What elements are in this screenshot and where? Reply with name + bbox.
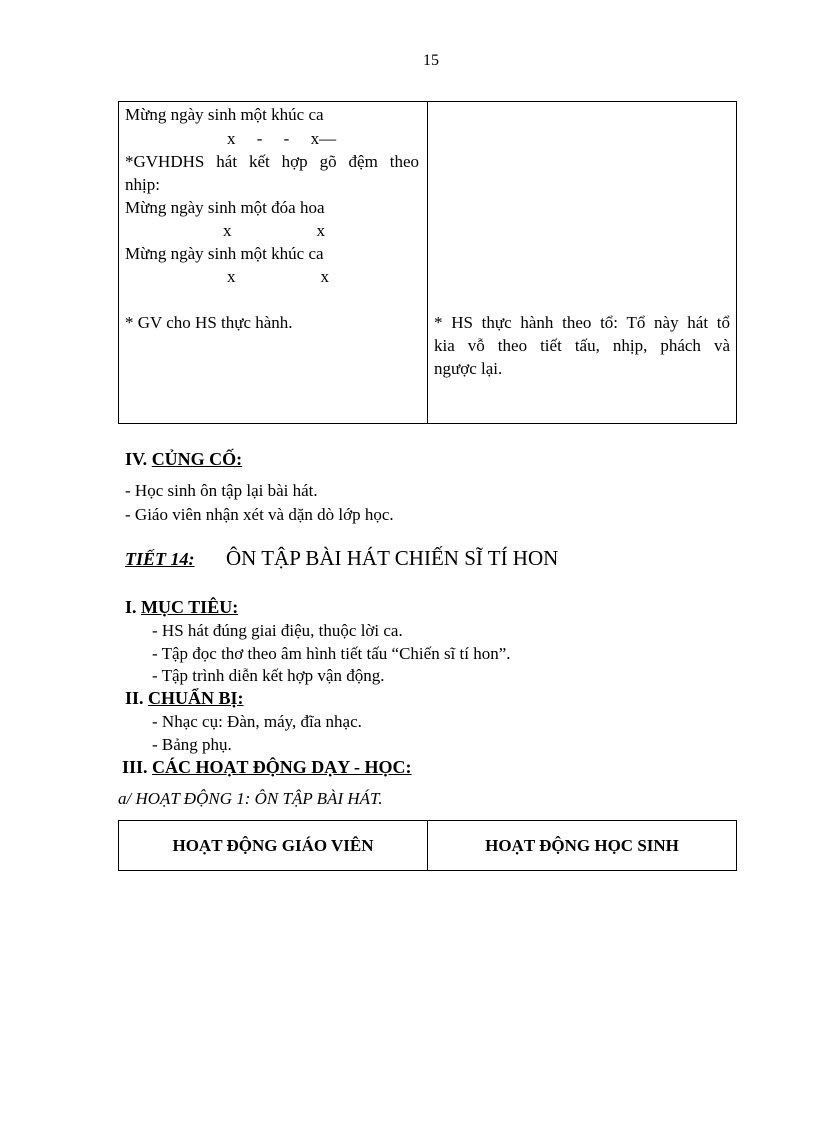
lyric-line: Mừng ngày sinh một khúc ca	[125, 105, 324, 124]
list-item: - HS hát đúng giai điệu, thuộc lời ca.	[152, 621, 403, 640]
section-i-heading	[125, 597, 238, 618]
list-item: - Giáo viên nhận xét và dặn dò lớp học.	[125, 505, 394, 524]
student-line: * HS thực hành theo tổ: Tổ này hát tổ	[434, 313, 730, 332]
instruction-line: * GV cho HS thực hành.	[125, 313, 293, 332]
section-title: CỦNG CỐ:	[151, 449, 243, 469]
teacher-activity-header: HOẠT ĐỘNG GIÁO VIÊN	[119, 821, 428, 871]
student-line: ngược lại.	[434, 359, 503, 378]
list-item: - Học sinh ôn tập lại bài hát.	[125, 481, 318, 500]
section-title: CÁC HOẠT ĐỘNG DẠY - HỌC:	[152, 757, 412, 777]
lesson-title: ÔN TẬP BÀI HÁT CHIẾN SĨ TÍ HON	[226, 546, 559, 570]
instruction-line: nhịp:	[125, 175, 160, 194]
section-title: MỤC TIÊU:	[141, 597, 239, 617]
list-item: - Bảng phụ.	[152, 735, 232, 754]
section-number: I.	[125, 597, 137, 617]
list-item: - Tập đọc thơ theo âm hình tiết tấu “Chiến sĩ tí hon”.	[152, 644, 511, 663]
section-number: III.	[122, 757, 148, 777]
beat-marks: x x	[227, 267, 329, 286]
lyric-line: Mừng ngày sinh một khúc ca	[125, 244, 324, 263]
list-item: - Tập trình diễn kết hợp vận động.	[152, 666, 385, 685]
student-activity-header: HOẠT ĐỘNG HỌC SINH	[428, 821, 737, 871]
section-number: II.	[125, 688, 144, 708]
page-number: 15	[423, 52, 439, 69]
section-number: IV.	[125, 449, 148, 469]
beat-marks: x - - x—	[227, 129, 337, 148]
section-title: CHUẨN BỊ:	[148, 688, 244, 708]
section-ii-heading	[125, 688, 244, 709]
activity-header-table	[118, 820, 737, 871]
beat-marks: x x	[223, 221, 325, 240]
teacher-cell	[119, 102, 428, 424]
student-cell	[428, 102, 737, 424]
activity-table	[118, 101, 737, 424]
section-iii-heading	[122, 757, 412, 778]
activity-heading: a/ HOẠT ĐỘNG 1: ÔN TẬP BÀI HÁT.	[118, 789, 383, 808]
section-iv-heading	[125, 449, 242, 470]
instruction-line: *GVHDHS hát kết hợp gõ đệm theo	[125, 152, 419, 171]
student-line: kia vỗ theo tiết tấu, nhịp, phách và	[434, 336, 730, 355]
lyric-line: Mừng ngày sinh một đóa hoa	[125, 198, 325, 217]
list-item: - Nhạc cụ: Đàn, máy, đĩa nhạc.	[152, 712, 362, 731]
lesson-label: TIẾT 14:	[125, 549, 195, 569]
